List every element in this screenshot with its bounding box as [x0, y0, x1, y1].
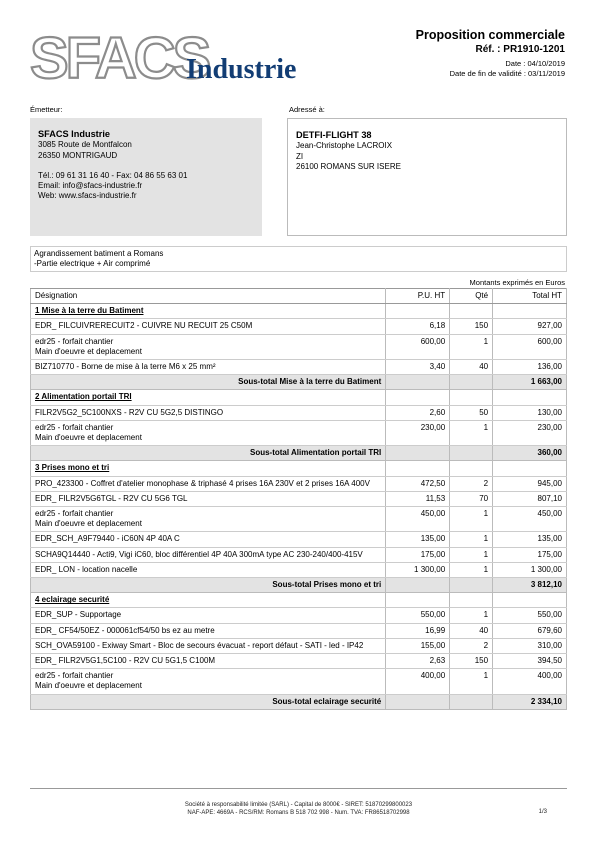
- document-header: [416, 28, 565, 79]
- item-quantity: 150: [450, 654, 493, 669]
- item-designation: [31, 420, 386, 445]
- emitter-name: SFACS Industrie: [38, 129, 110, 139]
- document-title: Proposition commerciale: [415, 28, 565, 42]
- empty-cell: [493, 304, 567, 319]
- table-row: [31, 405, 567, 420]
- section-title: 2 Alimentation portail TRI: [35, 392, 132, 402]
- item-description-line: BIZ710770 - Borne de mise à la terre M6 x 25 mm²: [35, 362, 216, 372]
- item-unit-price: 600,00: [386, 334, 450, 359]
- subtotal-value: 2 334,10: [493, 694, 567, 709]
- item-total: 550,00: [493, 608, 567, 623]
- item-description-line: EDR_ LON - location nacelle: [35, 564, 138, 574]
- item-description-line: EDR_ FILR2V5G6TGL - R2V CU 5G6 TGL: [35, 493, 188, 503]
- item-unit-price: 3,40: [386, 360, 450, 375]
- table-row: [31, 654, 567, 669]
- subtotal-row: [31, 578, 567, 593]
- section-header-row: [31, 390, 567, 405]
- item-description-line: PRO_423300 - Coffret d'atelier monophase & triphasé 4 prises 16A 230V et 2 prises 16A 400V: [35, 478, 370, 488]
- item-designation: [31, 360, 386, 375]
- item-total: 1 300,00: [493, 562, 567, 577]
- empty-cell: [450, 461, 493, 476]
- item-description-line: edr25 - forfait chantier: [35, 336, 114, 346]
- item-description-line: SCHA9Q14440 - Acti9, Vigi iC60, bloc différentiel 4P 40A 300mA type AC 230-240/400-415V: [35, 549, 363, 559]
- empty-cell: [386, 578, 450, 593]
- item-total: 310,00: [493, 638, 567, 653]
- item-quantity: 1: [450, 334, 493, 359]
- item-unit-price: 550,00: [386, 608, 450, 623]
- logo-main-text: SFACS: [30, 28, 209, 91]
- section-title-cell: [31, 390, 386, 405]
- header-quantity: Qté: [450, 289, 493, 304]
- item-unit-price: 16,99: [386, 623, 450, 638]
- item-quantity: 70: [450, 491, 493, 506]
- item-unit-price: 400,00: [386, 669, 450, 694]
- item-designation: [31, 654, 386, 669]
- item-unit-price: 6,18: [386, 319, 450, 334]
- items-table: [30, 288, 567, 710]
- empty-cell: [386, 304, 450, 319]
- emitter-label: Émetteur:: [30, 105, 63, 114]
- item-designation: [31, 491, 386, 506]
- item-total: 807,10: [493, 491, 567, 506]
- empty-cell: [450, 390, 493, 405]
- item-total: 136,00: [493, 360, 567, 375]
- emitter-address2: 26350 MONTRIGAUD: [38, 150, 118, 160]
- item-unit-price: 450,00: [386, 507, 450, 532]
- recipient-label: Adressé à:: [289, 105, 325, 114]
- section-header-row: [31, 461, 567, 476]
- item-designation: [31, 562, 386, 577]
- recipient-name: DETFI-FLIGHT 38: [296, 130, 372, 140]
- empty-cell: [386, 446, 450, 461]
- table-row: [31, 623, 567, 638]
- subtotal-row: [31, 694, 567, 709]
- item-quantity: 1: [450, 420, 493, 445]
- item-total: 400,00: [493, 669, 567, 694]
- subtotal-value: 1 663,00: [493, 375, 567, 390]
- item-quantity: 1: [450, 669, 493, 694]
- table-row: [31, 476, 567, 491]
- subtotal-label: Sous-total eclairage securité: [31, 694, 386, 709]
- item-quantity: 2: [450, 638, 493, 653]
- item-quantity: 150: [450, 319, 493, 334]
- document-date: Date : 04/10/2019: [505, 59, 565, 68]
- project-line1: Agrandissement batiment a Romans: [34, 249, 164, 258]
- item-designation: [31, 638, 386, 653]
- item-designation: [31, 669, 386, 694]
- item-unit-price: 2,60: [386, 405, 450, 420]
- table-row: [31, 360, 567, 375]
- item-description-line: edr25 - forfait chantier: [35, 509, 114, 519]
- subtotal-label: Sous-total Prises mono et tri: [31, 578, 386, 593]
- emitter-address1: 3085 Route de Montfalcon: [38, 140, 132, 150]
- subtotal-label: Sous-total Mise à la terre du Batiment: [31, 375, 386, 390]
- item-quantity: 50: [450, 405, 493, 420]
- empty-cell: [450, 578, 493, 593]
- item-designation: [31, 623, 386, 638]
- item-designation: [31, 476, 386, 491]
- subtotal-value: 3 812,10: [493, 578, 567, 593]
- recipient-contact: Jean-Christophe LACROIX: [296, 141, 393, 151]
- project-line2: -Partie electrique + Air comprimé: [34, 259, 151, 269]
- item-unit-price: 175,00: [386, 547, 450, 562]
- table-row: [31, 507, 567, 532]
- section-title-cell: [31, 461, 386, 476]
- empty-cell: [386, 593, 450, 608]
- legal-footer: [30, 801, 567, 817]
- empty-cell: [493, 461, 567, 476]
- item-quantity: 2: [450, 476, 493, 491]
- item-total: 175,00: [493, 547, 567, 562]
- header-total: Total HT: [493, 289, 567, 304]
- item-quantity: 1: [450, 608, 493, 623]
- emitter-box: [30, 118, 262, 236]
- item-designation: [31, 608, 386, 623]
- document-validity: Date de fin de validité : 03/11/2019: [449, 69, 565, 78]
- header-unit-price: P.U. HT: [386, 289, 450, 304]
- section-title: 3 Prises mono et tri: [35, 463, 110, 473]
- section-title-cell: [31, 304, 386, 319]
- empty-cell: [386, 461, 450, 476]
- header-designation: Désignation: [31, 289, 386, 304]
- item-description-line: Main d'oeuvre et deplacement: [35, 346, 142, 356]
- page-number: 1/3: [538, 809, 547, 815]
- table-row: [31, 638, 567, 653]
- item-designation: [31, 405, 386, 420]
- item-description-line: EDR_ FILR2V5G1,5C100 - R2V CU 5G1,5 C100M: [35, 656, 216, 666]
- item-description-line: FILR2V5G2_5C100NXS - R2V CU 5G2,5 DISTINGO: [35, 407, 224, 417]
- item-unit-price: 1 300,00: [386, 562, 450, 577]
- item-total: 230,00: [493, 420, 567, 445]
- item-description-line: EDR_ CF54/50EZ - 000061cf54/50 bs ez au metre: [35, 625, 215, 635]
- item-description-line: edr25 - forfait chantier: [35, 422, 114, 432]
- item-designation: [31, 334, 386, 359]
- item-description-line: edr25 - forfait chantier: [35, 671, 114, 681]
- item-unit-price: 135,00: [386, 532, 450, 547]
- recipient-box: [287, 118, 567, 236]
- empty-cell: [386, 390, 450, 405]
- item-description-line: SCH_OVA59100 - Exiway Smart - Bloc de secours évacuat - report défaut - SATI - led - IP42: [35, 640, 364, 650]
- document-reference: Réf. : PR1910-1201: [475, 44, 565, 55]
- recipient-line2: ZI: [296, 151, 304, 161]
- section-header-row: [31, 593, 567, 608]
- table-row: [31, 319, 567, 334]
- item-unit-price: 2,63: [386, 654, 450, 669]
- empty-cell: [450, 304, 493, 319]
- item-total: 130,00: [493, 405, 567, 420]
- subtotal-row: [31, 446, 567, 461]
- footer-line2: NAF-APE: 4669A - RCS/RM: Romans B 518 702 998 - Num. TVA: FR86518702998: [187, 810, 410, 816]
- emitter-phone: Tél.: 09 61 31 16 40 - Fax: 04 86 55 63 01: [38, 170, 188, 180]
- currency-note: Montants exprimés en Euros: [469, 278, 565, 287]
- item-description-line: EDR_SUP - Supportage: [35, 610, 122, 620]
- section-title: 4 eclairage securité: [35, 595, 110, 605]
- table-row: [31, 491, 567, 506]
- item-quantity: 40: [450, 360, 493, 375]
- table-row: [31, 532, 567, 547]
- empty-cell: [386, 375, 450, 390]
- footer-line1: Société à responsabilité limitée (SARL) - Capital de 8000€ - SIRET: 51870299800023: [184, 802, 413, 808]
- table-row: [31, 669, 567, 694]
- subtotal-label: Sous-total Alimentation portail TRI: [31, 446, 386, 461]
- empty-cell: [493, 390, 567, 405]
- empty-cell: [450, 593, 493, 608]
- table-end-line: [30, 788, 567, 789]
- project-description: [30, 246, 567, 272]
- items-body: [31, 304, 567, 710]
- item-total: 135,00: [493, 532, 567, 547]
- item-quantity: 1: [450, 507, 493, 532]
- item-quantity: 1: [450, 547, 493, 562]
- empty-cell: [450, 694, 493, 709]
- item-description-line: Main d'oeuvre et deplacement: [35, 681, 142, 691]
- empty-cell: [450, 446, 493, 461]
- item-total: 600,00: [493, 334, 567, 359]
- item-designation: [31, 532, 386, 547]
- empty-cell: [386, 694, 450, 709]
- item-quantity: 1: [450, 532, 493, 547]
- item-unit-price: 230,00: [386, 420, 450, 445]
- item-description-line: EDR_SCH_A9F79440 - iC60N 4P 40A C: [35, 534, 180, 544]
- item-unit-price: 11,53: [386, 491, 450, 506]
- item-description-line: Main d'oeuvre et deplacement: [35, 519, 142, 529]
- emitter-web: Web: www.sfacs-industrie.fr: [38, 191, 137, 201]
- item-designation: [31, 547, 386, 562]
- table-row: [31, 334, 567, 359]
- item-quantity: 1: [450, 562, 493, 577]
- empty-cell: [450, 375, 493, 390]
- item-unit-price: 155,00: [386, 638, 450, 653]
- item-total: 927,00: [493, 319, 567, 334]
- empty-cell: [493, 593, 567, 608]
- item-designation: [31, 507, 386, 532]
- table-row: [31, 420, 567, 445]
- section-title-cell: [31, 593, 386, 608]
- table-row: [31, 547, 567, 562]
- logo-sub-text: Industrie: [186, 54, 297, 85]
- item-description-line: Main d'oeuvre et deplacement: [35, 433, 142, 443]
- item-quantity: 40: [450, 623, 493, 638]
- recipient-line3: 26100 ROMANS SUR ISERE: [296, 161, 401, 171]
- item-designation: [31, 319, 386, 334]
- item-unit-price: 472,50: [386, 476, 450, 491]
- company-logo: [30, 28, 315, 92]
- table-row: [31, 562, 567, 577]
- section-header-row: [31, 304, 567, 319]
- section-title: 1 Mise à la terre du Batiment: [35, 306, 144, 316]
- subtotal-value: 360,00: [493, 446, 567, 461]
- item-total: 945,00: [493, 476, 567, 491]
- subtotal-row: [31, 375, 567, 390]
- item-total: 450,00: [493, 507, 567, 532]
- table-row: [31, 608, 567, 623]
- table-header-row: [31, 289, 567, 304]
- item-description-line: EDR_ FILCUIVRERECUIT2 - CUIVRE NU RECUIT 25 C50M: [35, 321, 253, 331]
- item-total: 394,50: [493, 654, 567, 669]
- emitter-email: Email: info@sfacs-industrie.fr: [38, 181, 143, 191]
- item-total: 679,60: [493, 623, 567, 638]
